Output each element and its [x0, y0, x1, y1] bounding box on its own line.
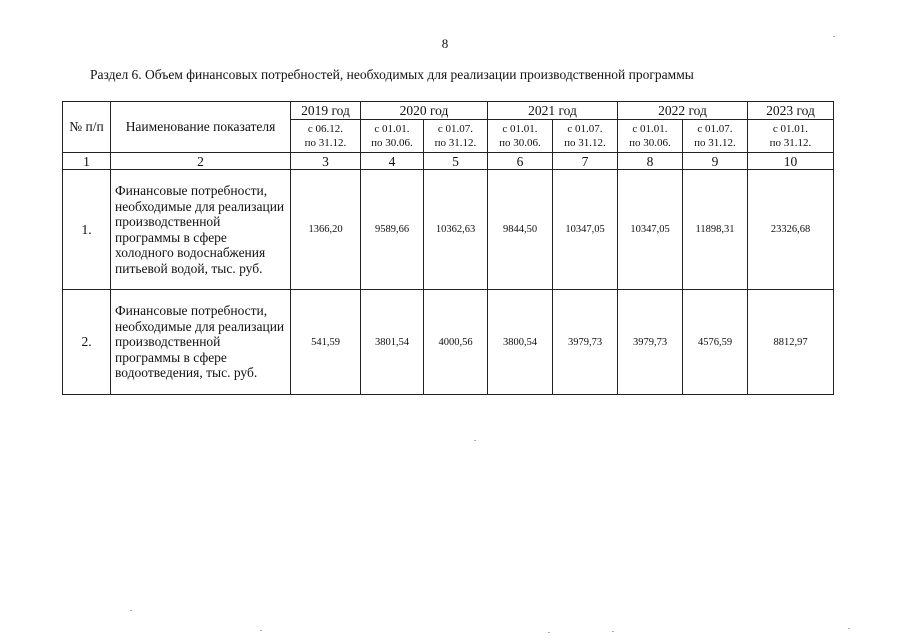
value-cell: 23326,68	[748, 170, 834, 290]
scan-speck	[612, 631, 614, 632]
row-number: 1.	[63, 170, 111, 290]
value-cell: 9844,50	[488, 170, 553, 290]
scan-speck	[833, 36, 835, 37]
value-cell: 541,59	[291, 290, 361, 395]
header-name: Наименование показателя	[111, 102, 291, 153]
indicator-name: Финансовые потребности, необходимые для реализации производственной программы в сфере холодного водоснабжения питьевой водой, тыс. руб.	[111, 170, 291, 290]
scan-speck	[548, 632, 550, 633]
value-cell: 1366,20	[291, 170, 361, 290]
value-cell: 4576,59	[683, 290, 748, 395]
column-number: 4	[361, 153, 424, 170]
value-cell: 10347,05	[618, 170, 683, 290]
year-2022: 2022 год	[618, 102, 748, 120]
table-row	[63, 290, 834, 395]
financial-needs-table	[62, 101, 834, 395]
column-number: 3	[291, 153, 361, 170]
column-number: 2	[111, 153, 291, 170]
column-number: 5	[424, 153, 488, 170]
page-number: 8	[441, 36, 449, 51]
value-cell: 4000,56	[424, 290, 488, 395]
year-2021: 2021 год	[488, 102, 618, 120]
column-number: 9	[683, 153, 748, 170]
value-cell: 3800,54	[488, 290, 553, 395]
table-row	[63, 170, 834, 290]
row-number: 2.	[63, 290, 111, 395]
year-2019: 2019 год	[291, 102, 361, 120]
period-header: с 01.01. по 31.12.	[748, 120, 834, 153]
value-cell: 8812,97	[748, 290, 834, 395]
period-header: с 01.07. по 31.12.	[553, 120, 618, 153]
period-header: с 06.12. по 31.12.	[291, 120, 361, 153]
period-header: с 01.07. по 31.12.	[683, 120, 748, 153]
scan-speck	[474, 440, 476, 441]
year-2023: 2023 год	[748, 102, 834, 120]
header-number: № п/п	[63, 102, 111, 153]
year-2020: 2020 год	[361, 102, 488, 120]
scan-speck	[130, 610, 132, 611]
value-cell: 3979,73	[618, 290, 683, 395]
scan-speck	[848, 628, 850, 629]
column-number: 7	[553, 153, 618, 170]
indicator-name: Финансовые потребности, необходимые для реализации производственной программы в сфере водоотведения, тыс. руб.	[111, 290, 291, 395]
section-title: Раздел 6. Объем финансовых потребностей, необходимых для реализации производственной программы	[90, 67, 694, 82]
value-cell: 10347,05	[553, 170, 618, 290]
period-header: с 01.01. по 30.06.	[361, 120, 424, 153]
value-cell: 3801,54	[361, 290, 424, 395]
value-cell: 10362,63	[424, 170, 488, 290]
column-number: 6	[488, 153, 553, 170]
scan-speck	[260, 630, 262, 631]
period-header: с 01.01. по 30.06.	[618, 120, 683, 153]
period-header: с 01.01. по 30.06.	[488, 120, 553, 153]
value-cell: 3979,73	[553, 290, 618, 395]
period-header: с 01.07. по 31.12.	[424, 120, 488, 153]
column-number: 8	[618, 153, 683, 170]
column-number: 1	[63, 153, 111, 170]
value-cell: 9589,66	[361, 170, 424, 290]
column-number: 10	[748, 153, 834, 170]
value-cell: 11898,31	[683, 170, 748, 290]
